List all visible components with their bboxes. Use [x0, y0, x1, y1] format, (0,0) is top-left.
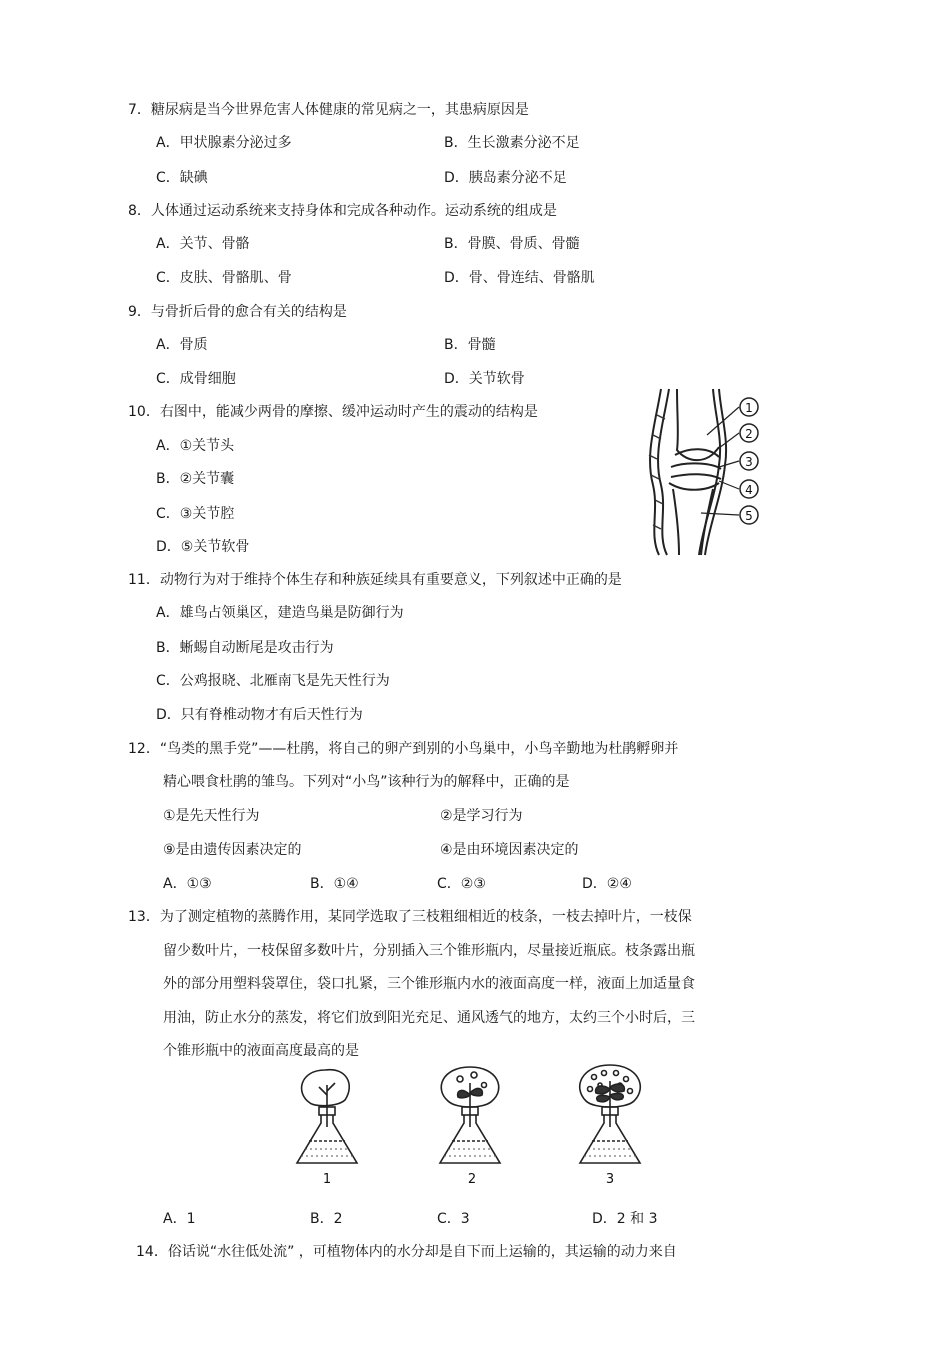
q9-stem: 9．与骨折后骨的愈合有关的结构是 [128, 304, 347, 320]
q9-option-a: A．骨质 [156, 337, 208, 353]
q10-stem: 10．右图中，能减少两骨的摩擦、缓冲运动时产生的震动的结构是 [128, 404, 538, 420]
q12-stem-line1: 12．“鸟类的黑手党”——杜鹃，将自己的卵产到别的小鸟巢中，小鸟辛勤地为杜鹃孵卵并 [128, 741, 679, 757]
q8-option-a: A．关节、骨骼 [156, 236, 250, 252]
q8-option-b: B．骨膜、骨质、骨髓 [444, 236, 580, 252]
flask-label-3: 3 [605, 1172, 615, 1187]
q12-statement-4: ④是由环境因素决定的 [440, 842, 579, 858]
q10-option-a: A．①关节头 [156, 438, 235, 454]
q10-option-d: D．⑤关节软骨 [156, 539, 250, 555]
q7-option-a: A．甲状腺素分泌过多 [156, 135, 292, 151]
flask-label-2: 2 [467, 1172, 477, 1187]
q7-option-b: B．生长激素分泌不足 [444, 135, 580, 151]
q12-option-b: B．①④ [310, 876, 359, 892]
q13-stem-line2: 留少数叶片，一枝保留多数叶片，分别插入三个锥形瓶内，尽量接近瓶底。枝条露出瓶 [163, 943, 695, 959]
flask-label-1: 1 [322, 1172, 332, 1187]
q10-option-c: C．③关节腔 [156, 506, 235, 522]
figure-label-3: 3 [745, 455, 753, 469]
q8-stem: 8．人体通过运动系统来支持身体和完成各种动作。运动系统的组成是 [128, 203, 557, 219]
q12-option-a: A．①③ [163, 876, 212, 892]
flask-figure [285, 1065, 645, 1190]
q7-option-d: D．胰岛素分泌不足 [444, 170, 567, 186]
q9-option-c: C．成骨细胞 [156, 371, 236, 387]
knee-joint-figure [627, 385, 767, 560]
q13-option-b: B．2 [310, 1211, 343, 1227]
figure-label-4: 4 [745, 483, 753, 497]
q14-stem: 14．俗话说“水往低处流” ，可植物体内的水分却是自下而上运输的，其运输的动力来自 [136, 1244, 677, 1260]
q12-statement-1: ①是先天性行为 [163, 808, 260, 824]
figure-label-1: 1 [745, 401, 753, 415]
q13-option-a: A．1 [163, 1211, 196, 1227]
q13-option-c: C．3 [437, 1211, 470, 1227]
q7-stem: 7．糖尿病是当今世界危害人体健康的常见病之一，其患病原因是 [128, 102, 529, 118]
q13-stem-line1: 13．为了测定植物的蒸腾作用，某同学选取了三枝粗细相近的枝条，一枝去掉叶片，一枝保 [128, 909, 692, 925]
q12-stem-line2: 精心喂食杜鹃的雏鸟。下列对“小鸟”该种行为的解释中，正确的是 [163, 774, 570, 790]
q12-option-c: C．②③ [437, 876, 486, 892]
q13-stem-line3: 外的部分用塑料袋罩住，袋口扎紧，三个锥形瓶内水的液面高度一样，液面上加适量食 [163, 976, 695, 992]
q9-option-b: B．骨髓 [444, 337, 496, 353]
q13-stem-line5: 个锥形瓶中的液面高度最高的是 [163, 1043, 359, 1059]
q10-option-b: B．②关节囊 [156, 471, 235, 487]
q11-option-c: C．公鸡报晓、北雁南飞是先天性行为 [156, 673, 390, 689]
q13-stem-line4: 用油，防止水分的蒸发，将它们放到阳光充足、通风透气的地方，太约三个小时后，三 [163, 1010, 695, 1026]
q12-statement-2: ②是学习行为 [440, 808, 523, 824]
q7-option-c: C．缺碘 [156, 170, 208, 186]
q8-option-c: C．皮肤、骨骼肌、骨 [156, 270, 292, 286]
q12-option-d: D．②④ [582, 876, 632, 892]
q13-option-d: D．2 和 3 [592, 1211, 658, 1227]
q9-option-d: D．关节软骨 [444, 371, 525, 387]
figure-label-2: 2 [745, 427, 753, 441]
q11-option-b: B．蜥蜴自动断尾是攻击行为 [156, 640, 334, 656]
figure-label-5: 5 [745, 509, 753, 523]
q11-stem: 11．动物行为对于维持个体生存和种族延续具有重要意义，下列叙述中正确的是 [128, 572, 622, 588]
q8-option-d: D．骨、骨连结、骨骼肌 [444, 270, 595, 286]
q11-option-a: A．雄鸟占领巢区，建造鸟巢是防御行为 [156, 605, 404, 621]
q12-statement-3: ⑨是由遗传因素决定的 [163, 842, 302, 858]
q11-option-d: D．只有脊椎动物才有后天性行为 [156, 707, 363, 723]
